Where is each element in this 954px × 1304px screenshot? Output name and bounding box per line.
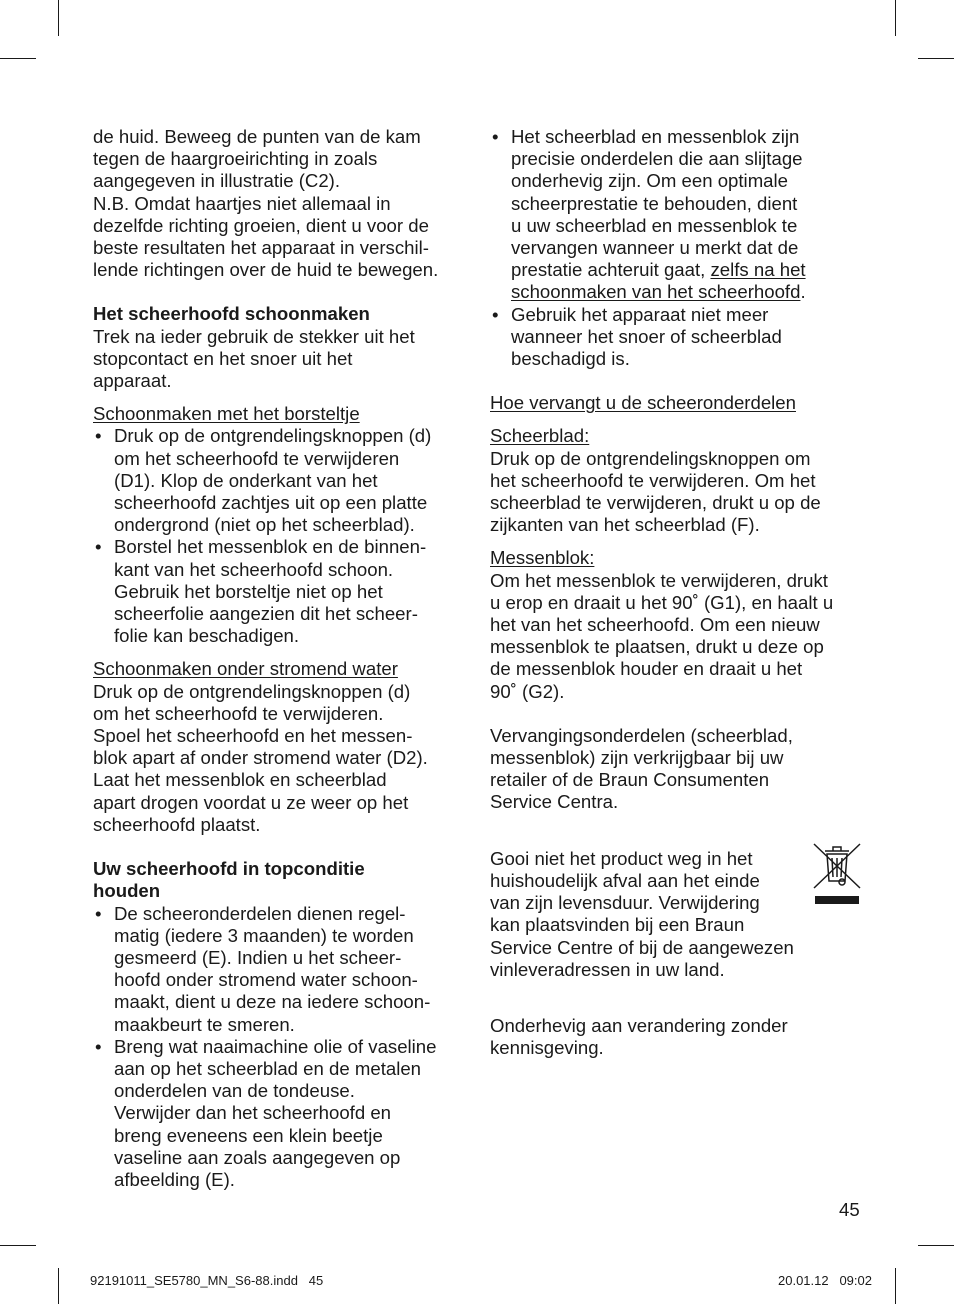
brush-list xyxy=(93,425,465,647)
crop-mark xyxy=(0,1245,36,1246)
crop-mark xyxy=(58,0,59,36)
topcondition-list xyxy=(93,903,465,1192)
water-paragraph: Druk op de ontgrendelingsknoppen (d) om het scheerhoofd te verwijderen. Spoel het scheerhoofd en het messen- blok apart af onder stromend water (D2). Laat het messenblok en scheerblad apart drogen voordat u ze weer op het scheerhoofd plaatst. xyxy=(93,680,428,835)
brush-heading: Schoonmaken met het borsteltje xyxy=(93,403,360,425)
crop-mark xyxy=(0,58,36,59)
replace-heading: Hoe vervangt u de scheeronderdelen xyxy=(490,392,796,414)
left-column xyxy=(93,126,465,1191)
emphasis-underline: zelfs na het xyxy=(710,259,806,281)
cutter-heading: Messenblok: xyxy=(490,547,595,569)
crop-mark xyxy=(895,1268,896,1304)
emphasis-underline: schoonmaken van het scheerhoofd xyxy=(511,281,801,303)
footer-timestamp: 20.01.12 09:02 xyxy=(778,1273,872,1288)
footer-file: 92191011_SE5780_MN_S6-88.indd 45 xyxy=(90,1273,324,1288)
wear-list xyxy=(490,126,862,370)
crop-mark xyxy=(895,0,896,36)
page-number: 45 xyxy=(839,1199,860,1220)
cutter-paragraph: Om het messenblok te verwijderen, drukt u erop en draait u het 90˚ (G1), en haalt u het van het scheerhoofd. Om een nieuw messenblok te plaatsen, drukt u deze op de messenblok houder en draait u het 90˚ (G2). xyxy=(490,569,834,702)
list-item: • Borstel het messenblok en de binnen- kant van het scheerhoofd schoon. Gebruik het borsteltje niet op het scheerfolie aangezien dit het scheer- folie kan beschadigen. xyxy=(93,536,465,647)
water-heading: Schoonmaken onder stromend water xyxy=(93,658,398,680)
cleaning-paragraph: Trek na ieder gebruik de stekker uit het stopcontact en het snoer uit het apparaat. xyxy=(93,325,415,392)
list-item: • Het scheerblad en messenblok zijn precisie onderdelen die aan slijtage onderhevig zijn. Om een optimale scheerprestatie te behouden, dient u uw scheerblad en messenblok te vervangen wanneer u merkt dat de prestatie achteruit gaat, zelfs na het schoonmaken van het scheerhoofd. xyxy=(490,126,862,304)
intro-paragraph: de huid. Beweeg de punten van de kam tegen de haargroeirichting in zoals aangegeven in illustratie (C2). N.B. Omdat haartjes niet allemaal in dezelfde richting groeien, dient u voor de beste resultaten het apparaat in verschil- lende richtingen over de huid te bewegen. xyxy=(93,126,439,281)
list-item: • De scheeronderdelen dienen regel- matig (iedere 3 maanden) te worden gesmeerd (E). Indien u het scheer- hoofd onder stromend water schoon- maakt, dient u deze na iedere schoon- maakbeurt te smeren. xyxy=(93,903,465,1036)
foil-heading: Scheerblad: xyxy=(490,425,590,447)
topcondition-heading: Uw scheerhoofd in topconditie houden xyxy=(93,858,365,902)
notice-paragraph: Onderhevig aan verandering zonder kennisgeving. xyxy=(490,1014,788,1059)
disposal-paragraph: Gooi niet het product weg in het huishoudelijk afval aan het einde van zijn levensduur. Verwijdering kan plaatsvinden bij een Braun Service Centre of bij de aangewezen vinleveradressen in uw land. xyxy=(490,847,794,980)
crop-mark xyxy=(918,1245,954,1246)
list-item: • Breng wat naaimachine olie of vaseline aan op het scheerblad en de metalen onderdelen van de tondeuse. Verwijder dan het scheerhoofd en breng eveneens een klein beetje vaseline aan zoals aangegeven op afbeelding (E). xyxy=(93,1036,465,1191)
parts-paragraph: Vervangingsonderdelen (scheerblad, messenblok) zijn verkrijgbaar bij uw retailer of de Braun Consumenten Service Centra. xyxy=(490,724,793,813)
crop-mark xyxy=(918,58,954,59)
cleaning-heading: Het scheerhoofd schoonmaken xyxy=(93,303,370,325)
right-column xyxy=(490,126,862,1059)
list-item: • Gebruik het apparaat niet meer wanneer het snoer of scheerblad beschadigd is. xyxy=(490,304,862,371)
crossed-out-bin-icon xyxy=(812,840,862,910)
crop-mark xyxy=(58,1268,59,1304)
list-item: • Druk op de ontgrendelingsknoppen (d) om het scheerhoofd te verwijderen (D1). Klop de onderkant van het scheerhoofd zachtjes uit op een platte ondergrond (niet op het scheerblad). xyxy=(93,425,465,536)
foil-paragraph: Druk op de ontgrendelingsknoppen om het scheerhoofd te verwijderen. Om het scheerblad te verwijderen, drukt u op de zijkanten van het scheerblad (F). xyxy=(490,447,821,536)
disposal-section xyxy=(490,848,862,981)
